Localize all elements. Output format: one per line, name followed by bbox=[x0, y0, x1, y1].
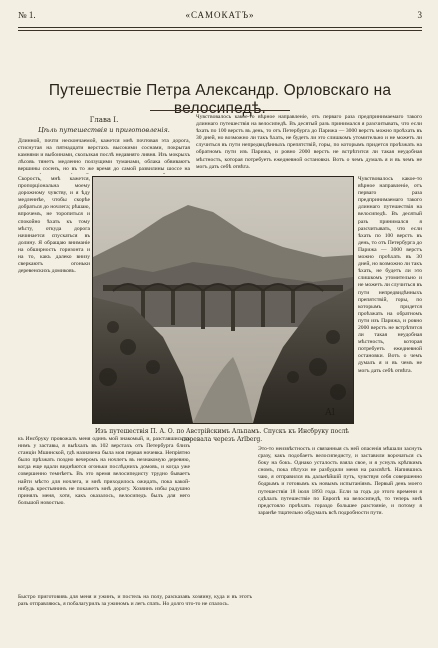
body-text-left-top: Длинной, почти нескончаемой, кажется мнѣ почтовая эта дорога, стиснутая на пятнадцати верстахъ высокими соснами, покрытая камнями и выбоинами, скользкая послѣ недавняго ливня. Изъ мокрыхъ лѣсовъ тянетъ медленно ползущими туманами, облака обвиваютъ вершины сосенъ, но въ то же время до самой развилины шоссе на bbox=[18, 138, 190, 173]
body-text-bottom-full: Быстро приготовивъ для меня и ужинъ, и постель на полу, разсказавъ хозяину, куда и въ этотъ разъ отправляюсь, я побалагурилъ за ужиномъ и легъ спать. Но долго что-то не спалось. bbox=[18, 594, 252, 608]
body-text-right-narrow: Чувствовалось какое-то вѣрное направленіе, отъ перваго раза предпринимаемаго такого длиннаго путешествія на велосипедѣ. Въ десятый разъ принимался я разсчитывать, что если ѣхать по 100 верстъ въ день, то отъ Петербурга до Парижа — 3000 верстъ можно проѣхать въ 30 дней, но возможно ли такъ ѣхать, не будетъ ли это слишкомъ утомительно и не можетъ ли случиться въ пути непредвидѣнныхъ препятствій, горы, по которымъ придется проѣзжать на обратномъ пути изъ Парижа, и ровно 2000 верстъ не встрѣтится ли такая неудобная мѣстность, которая потребуетъ ежедневной остановки. Вотъ о чемъ думалъ я и въ чемъ не могъ дать себѣ отвѣта. bbox=[358, 176, 422, 374]
body-text-right-top: Чувствовалось какое-то вѣрное направленіе, отъ перваго раза предпринимаемаго такого длиннаго путешествія на велосипедѣ. Въ десятый разъ принимался я разсчитывать, что если ѣхать по 100 верстъ въ день, то отъ Петербурга до Парижа — 3000 верстъ можно проѣхать въ 30 дней, но возможно ли такъ ѣхать, не будетъ ли это слишкомъ утомительно и не можетъ ли случиться въ пути непредвидѣнныхъ препятствій, горы, по которымъ придется проѣзжать на обратномъ пути изъ Парижа, и ровно 2000 верстъ не встрѣтится ли такая неудобная мѣстность, которая потребуетъ ежедневной остановки. Вотъ о чемъ думалъ я и въ чемъ не могъ дать себѣ отвѣта. bbox=[196, 114, 422, 170]
photo-monogram: Аl bbox=[325, 408, 335, 418]
figure-caption: Изъ путешествія П. А. О. по Австрійскимъ Альпамъ. Спускъ къ Инсбруку послѣ перевала черезъ Arlberg. bbox=[94, 428, 350, 443]
chapter-subtitle: Цѣль путешествія и приготовленія. bbox=[38, 126, 170, 134]
body-text-bottom-left: къ Инсбруку провожалъ меня одинъ мой знакомый, и, разставшись съ нимъ у заставы, я выѣхалъ въ 102 верстахъ отъ Петербурга близъ станціи Мшинской, гдѣ назначена была моя первая ночевка. Непріятно было прѣзжать поздно вечеромъ на ночлегъ въ незнакомую деревню, когда еще вдали виднѣются огоньки послѣднихъ домовъ, и когда уже совершенно темнѣетъ. Въ это время велосипедисту трудно бываетъ найти мѣсто для ночлега, и мнѣ приходилось ожидать, пока какой-нибудь крестьянинъ не покажетъ мнѣ дорогу. Хозяинъ избы радушно принялъ меня, хотя, какъ оказалось, велосипедъ былъ для него большой новостью. bbox=[18, 436, 190, 506]
header-rule-2 bbox=[18, 30, 422, 31]
article-title: Путешествіе Петра Александр. Орловскаго на велосипедѣ. bbox=[48, 82, 392, 117]
header-rule bbox=[18, 27, 422, 28]
body-text-left-narrow: Скорость, мнѣ кажется, пропорціональна моему дорожному чувству, и я ѣду медленнѣе, чтобы скорѣе добраться до ночлега; рѣшаю, впрочемъ, не торопиться и спокойно ѣхать къ тому мѣсту, откуда дорога начинается спускаться въ долину. Я обращаю вниманіе на обширность горизонта и на то, какъ далеко внизу сверкаютъ огоньки деревенскихъ домиковъ. bbox=[18, 176, 90, 275]
page-header bbox=[18, 8, 422, 26]
journal-title: «САМОКАТЪ» bbox=[185, 10, 255, 20]
chapter-heading: Глава I. bbox=[89, 116, 119, 124]
page-number-right: 3 bbox=[417, 10, 422, 20]
photo-illustration bbox=[93, 177, 353, 423]
alpine-bridge-photo bbox=[92, 176, 354, 424]
body-text-bottom-right: Это-то неизвѣстность и связанныя съ ней опасенія мѣшали заснуть сразу, какъ подобаетъ велосипедисту, и заставили ворочаться съ боку на бокъ. Однако усталость взяла свое, и я уснулъ крѣпкимъ сномъ, пока пѣтухи не разбудили меня на разсвѣтѣ. Напившись чаю, я отправился въ дальнѣйшій путь, чувствуя себя совершенно бодрымъ и готовымъ къ новымъ испытаніямъ. Первый день моего путешествія 18 іюля 1893 года. Если за годъ до этого времени я сдѣлалъ путешествіе по Европѣ на велосипедѣ, то теперь мнѣ предстояло проѣхать гораздо большее разстояніе, и потому я заранѣе тщательно обдумалъ всѣ подробности пути. bbox=[258, 446, 422, 516]
title-rule bbox=[150, 110, 290, 111]
page-number-left: № 1. bbox=[18, 10, 36, 20]
